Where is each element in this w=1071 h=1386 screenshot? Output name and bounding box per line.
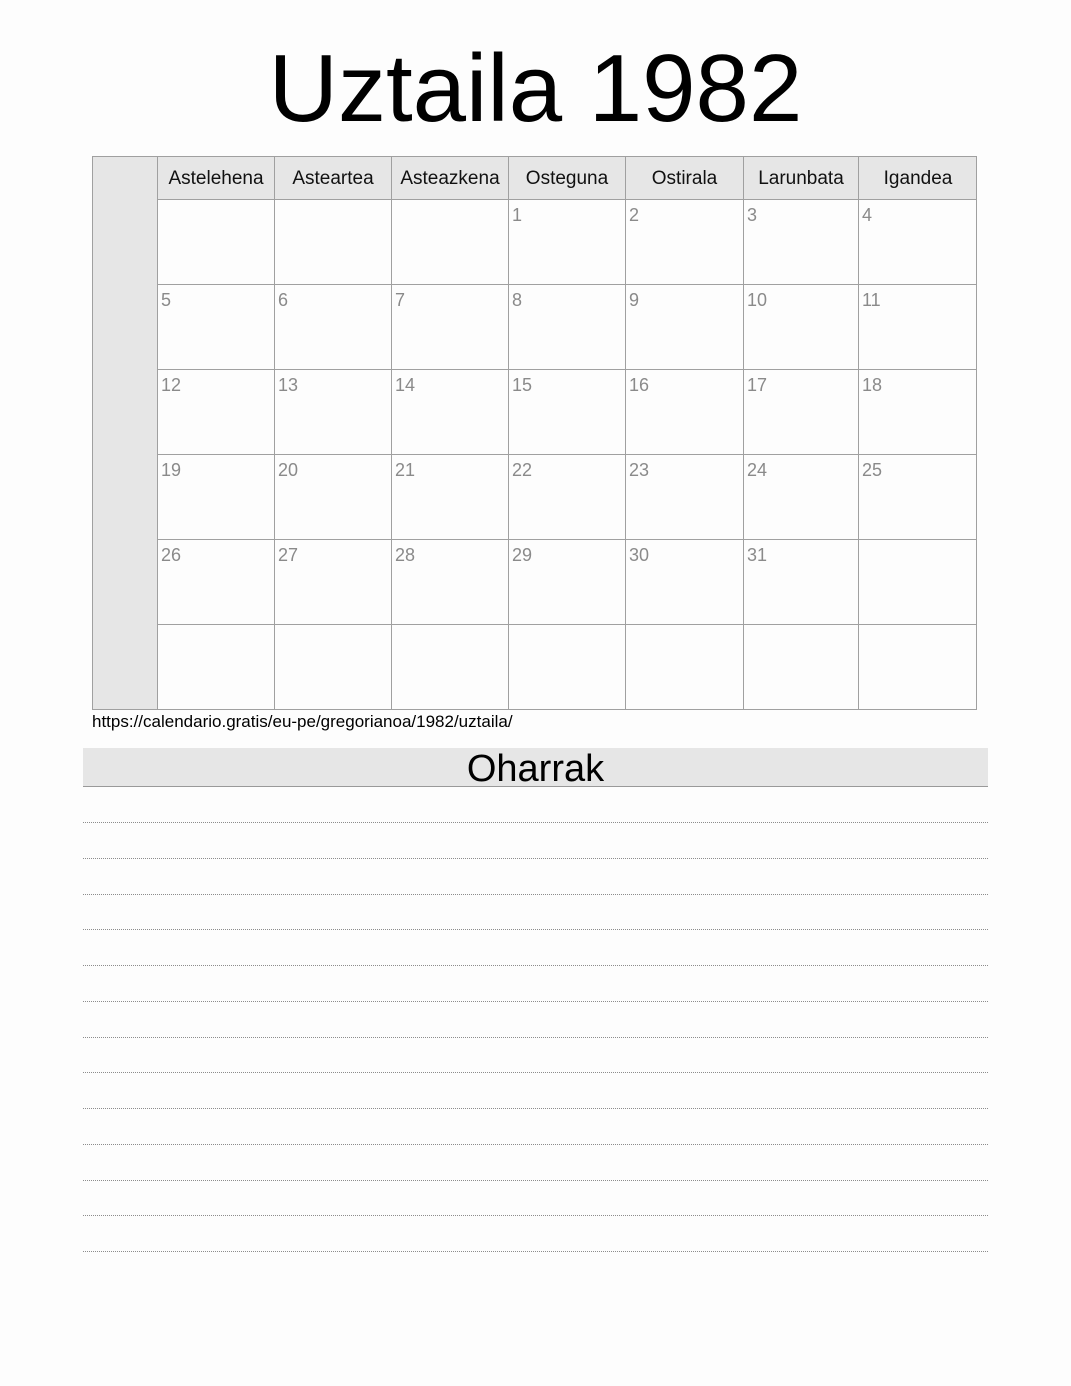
- day-number: 13: [278, 375, 299, 395]
- day-cell: [744, 370, 859, 455]
- weekday-header-row: [158, 157, 976, 200]
- day-cell: [158, 285, 275, 370]
- day-number: 18: [862, 375, 883, 395]
- day-number: 5: [161, 290, 172, 310]
- note-line: [83, 965, 988, 966]
- day-cell: [744, 625, 859, 710]
- day-cell: [859, 540, 977, 625]
- day-cell: [158, 625, 275, 710]
- day-cell: [626, 285, 744, 370]
- weekday-header: Astelehena: [158, 157, 275, 199]
- day-cell: [626, 540, 744, 625]
- day-cell: [859, 455, 977, 540]
- note-line: [83, 1037, 988, 1038]
- day-number: 26: [161, 545, 182, 565]
- day-number: 15: [512, 375, 533, 395]
- day-cell: [392, 285, 509, 370]
- day-cell: [626, 200, 744, 285]
- day-number: 9: [629, 290, 640, 310]
- day-number: 4: [862, 205, 873, 225]
- day-cell: [626, 370, 744, 455]
- day-number: 30: [629, 545, 650, 565]
- day-cell: [158, 200, 275, 285]
- day-cell: [275, 540, 392, 625]
- day-number: 29: [512, 545, 533, 565]
- day-cell: [275, 285, 392, 370]
- weekday-header: Asteartea: [275, 157, 392, 199]
- day-number: 8: [512, 290, 523, 310]
- day-number: 7: [395, 290, 406, 310]
- day-cell: [859, 625, 977, 710]
- day-number: 3: [747, 205, 758, 225]
- note-line: [83, 822, 988, 823]
- day-cell: [859, 200, 977, 285]
- note-line: [83, 858, 988, 859]
- day-cell: [275, 200, 392, 285]
- day-number: 6: [278, 290, 289, 310]
- note-line: [83, 894, 988, 895]
- note-line: [83, 1072, 988, 1073]
- day-number: 14: [395, 375, 416, 395]
- day-number: 31: [747, 545, 768, 565]
- weekday-header: Ostirala: [626, 157, 744, 199]
- weekday-header: Larunbata: [744, 157, 859, 199]
- day-cell: [859, 370, 977, 455]
- day-cell: [744, 455, 859, 540]
- note-line: [83, 929, 988, 930]
- day-number: 10: [747, 290, 768, 310]
- day-cell: [392, 455, 509, 540]
- notes-title: Oharrak: [83, 748, 988, 787]
- day-cell: [509, 370, 626, 455]
- source-url: https://calendario.gratis/eu-pe/gregorianoa/1982/uztaila/: [92, 712, 513, 731]
- day-cell: [158, 455, 275, 540]
- note-line: [83, 1215, 988, 1216]
- day-cell: [626, 625, 744, 710]
- day-cell: [744, 200, 859, 285]
- day-number: 23: [629, 460, 650, 480]
- day-cell: [626, 455, 744, 540]
- day-cell: [744, 540, 859, 625]
- day-number: 11: [862, 290, 881, 310]
- day-cell: [509, 625, 626, 710]
- day-number: 22: [512, 460, 533, 480]
- day-cell: [744, 285, 859, 370]
- day-cell: [509, 285, 626, 370]
- day-number: 21: [395, 460, 416, 480]
- day-number: 28: [395, 545, 416, 565]
- weekday-header: Igandea: [883, 168, 953, 189]
- day-number: 25: [862, 460, 883, 480]
- day-number: 19: [161, 460, 182, 480]
- day-cell: [509, 540, 626, 625]
- day-cell: [859, 285, 977, 370]
- note-line: [83, 1108, 988, 1109]
- note-line: [83, 1001, 988, 1002]
- day-cell: [158, 540, 275, 625]
- day-cell: [509, 200, 626, 285]
- weekday-header: Osteguna: [509, 157, 626, 199]
- day-cell: [509, 455, 626, 540]
- day-cell: [392, 625, 509, 710]
- note-line: [83, 1144, 988, 1145]
- note-line: [83, 1180, 988, 1181]
- week-number-column: [93, 157, 158, 709]
- day-cell: [275, 625, 392, 710]
- day-cell: [275, 370, 392, 455]
- day-number: 1: [512, 205, 523, 225]
- day-number: 24: [747, 460, 768, 480]
- day-cell: [392, 370, 509, 455]
- day-number: 17: [747, 375, 768, 395]
- day-number: 20: [278, 460, 299, 480]
- day-cell: [392, 200, 509, 285]
- day-number: 27: [278, 545, 299, 565]
- calendar-title: Uztaila 1982: [268, 35, 803, 142]
- calendar-grid: [92, 156, 977, 710]
- weekday-header: Asteazkena: [392, 157, 509, 199]
- day-cell: [275, 455, 392, 540]
- day-number: 16: [629, 375, 650, 395]
- day-grid: [158, 157, 976, 709]
- day-cell: [392, 540, 509, 625]
- day-number: 12: [161, 375, 182, 395]
- note-line: [83, 1251, 988, 1252]
- day-number: 2: [629, 205, 640, 225]
- day-cell: [158, 370, 275, 455]
